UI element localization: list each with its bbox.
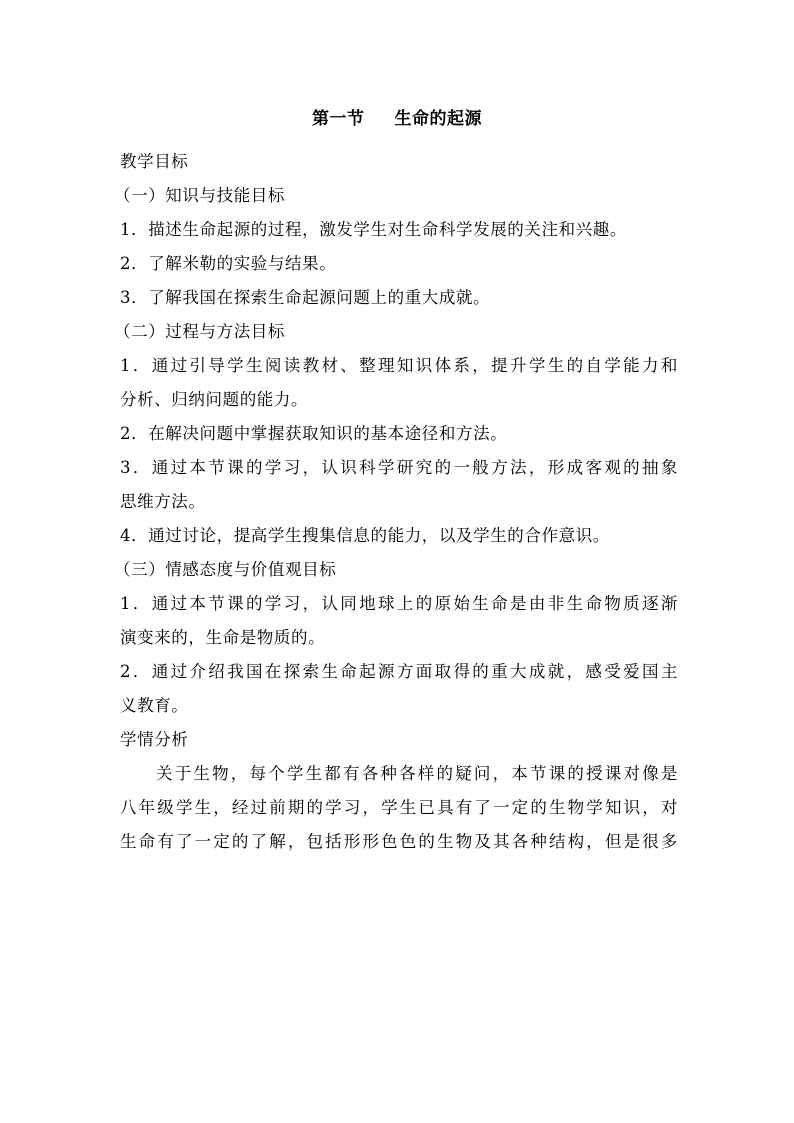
list-item: 3．通过本节课的学习，认识科学研究的一般方法，形成客观的抽象 xyxy=(120,458,678,477)
list-item-continued: 演变来的，生命是物质的。 xyxy=(120,628,326,647)
subheading-process-methods: （二）过程与方法目标 xyxy=(114,322,285,341)
list-item: 1．通过本节课的学习，认同地球上的原始生命是由非生命物质逐渐 xyxy=(120,594,678,613)
list-item: 3．了解我国在探索生命起源问题上的重大成就。 xyxy=(120,288,491,307)
list-item: 2．通过介绍我国在探索生命起源方面取得的重大成就，感受爱国主 xyxy=(120,662,678,681)
list-item-continued: 义教育。 xyxy=(120,696,189,715)
heading-student-analysis: 学情分析 xyxy=(120,730,189,749)
section-name: 生命的起源 xyxy=(394,109,482,129)
subheading-knowledge-skills: （一）知识与技能目标 xyxy=(114,186,285,205)
section-number: 第一节 xyxy=(312,109,365,129)
list-item: 4．通过讨论，提高学生搜集信息的能力，以及学生的合作意识。 xyxy=(120,526,610,545)
paragraph-line: 八年级学生，经过前期的学习，学生已具有了一定的生物学知识，对 xyxy=(120,798,678,817)
paragraph-line: 生命有了一定的了解，包括形形色色的生物及其各种结构，但是很多 xyxy=(120,832,678,851)
subheading-emotion-values: （三）情感态度与价值观目标 xyxy=(114,560,337,579)
list-item: 1．描述生命起源的过程，激发学生对生命科学发展的关注和兴趣。 xyxy=(120,220,627,239)
list-item-continued: 分析、归纳问题的能力。 xyxy=(120,390,309,409)
list-item: 2．在解决问题中掌握获取知识的基本途径和方法。 xyxy=(120,424,508,443)
heading-teaching-goals: 教学目标 xyxy=(120,152,189,171)
list-item: 1．通过引导学生阅读教材、整理知识体系，提升学生的自学能力和 xyxy=(120,356,678,375)
document-body xyxy=(114,145,678,859)
list-item-continued: 思维方法。 xyxy=(120,492,206,511)
section-title xyxy=(0,104,794,129)
list-item: 2．了解米勒的实验与结果。 xyxy=(120,254,337,273)
paragraph-line: 关于生物，每个学生都有各种各样的疑问，本节课的授课对像是 xyxy=(156,764,678,783)
